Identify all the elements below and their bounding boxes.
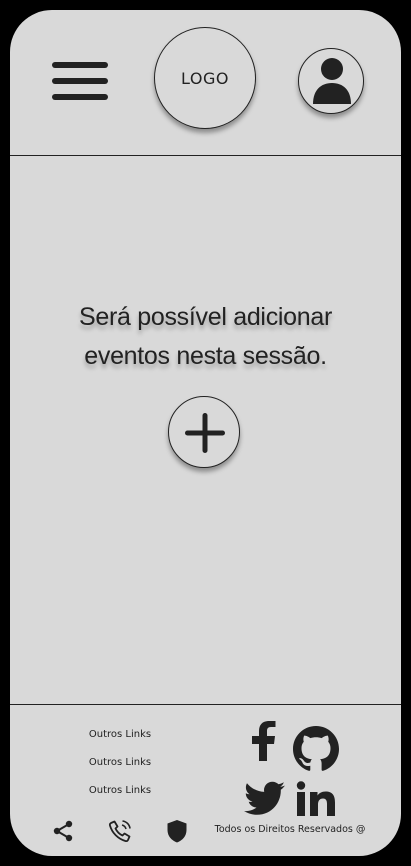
footer [10, 704, 401, 856]
share-icon[interactable] [51, 819, 75, 843]
message-line-1: Será possível adicionar [79, 303, 332, 331]
plus-icon [184, 412, 226, 454]
logo-text: LOGO [181, 68, 229, 88]
menu-button[interactable] [52, 62, 110, 102]
header [10, 10, 401, 156]
facebook-icon[interactable] [249, 721, 277, 761]
shield-icon[interactable] [166, 819, 188, 843]
footer-link[interactable]: Outros Links [88, 729, 152, 740]
logo[interactable] [154, 27, 256, 129]
app-screen [10, 10, 401, 856]
linkedin-icon[interactable] [296, 781, 338, 817]
add-event-button[interactable] [168, 396, 240, 468]
github-icon[interactable] [292, 725, 340, 773]
footer-link[interactable]: Outros Links [88, 757, 152, 768]
phone-icon[interactable] [108, 819, 132, 843]
empty-state-message [30, 298, 381, 376]
hamburger-menu-icon [52, 62, 108, 68]
message-line-2: eventos nesta sessão. [84, 342, 327, 370]
copyright-text: Todos os Direitos Reservados @ [214, 824, 366, 835]
profile-button[interactable] [298, 48, 364, 114]
hamburger-menu-line [52, 78, 108, 84]
twitter-icon[interactable] [244, 781, 286, 817]
footer-link[interactable]: Outros Links [88, 785, 152, 796]
events-section [10, 156, 401, 704]
user-profile-icon [311, 57, 353, 105]
hamburger-menu-line [52, 94, 108, 100]
